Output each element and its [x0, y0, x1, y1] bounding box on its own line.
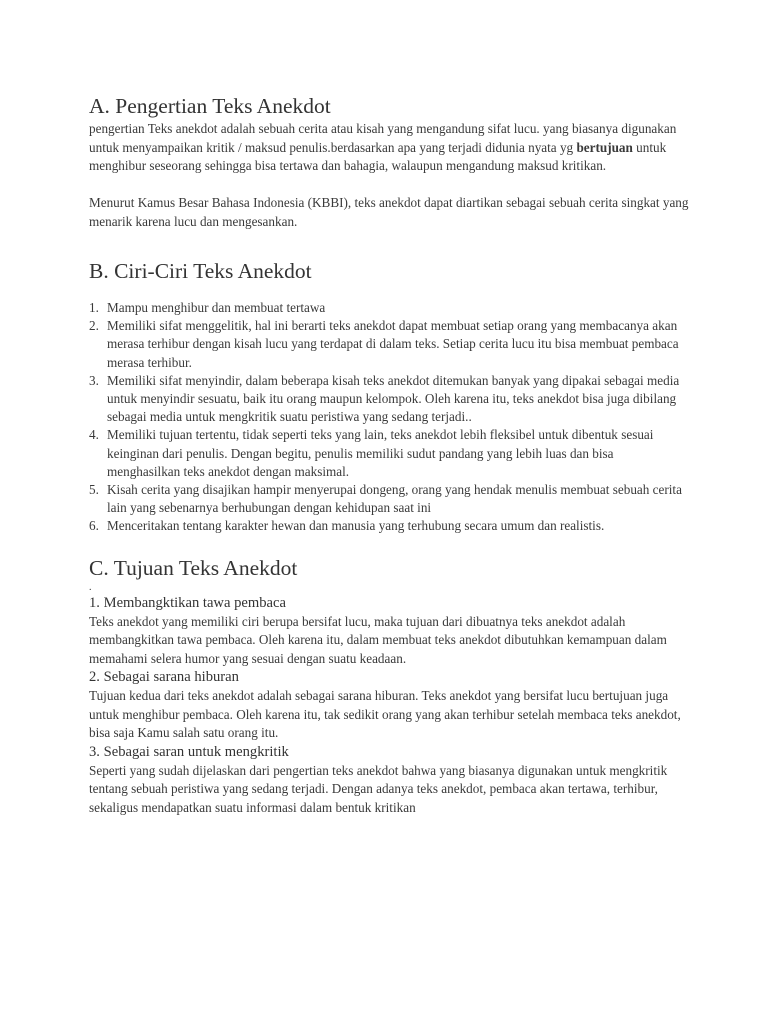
list-text: Mampu menghibur dan membuat tertawa [107, 300, 326, 315]
list-text: Menceritakan tentang karakter hewan dan manusia yang terhubung secara umum dan realistis. [107, 518, 605, 534]
list-item [89, 481, 689, 517]
subheading-hiburan: 2. Sebagai sarana hiburan [89, 669, 239, 686]
section-tujuan [89, 554, 689, 818]
list-text: Kisah cerita yang disajikan hampir menyerupai dongeng, orang yang hendak menulis membuat sebuah cerita lain yang sebenarnya berhubungan dengan kehidupan saat ini [107, 482, 682, 516]
section-a-heading: A. Pengertian Teks Anekdot [89, 94, 331, 118]
definition-text-end: untuk menghibur seseorang sehingga bisa tertawa dan bahagia, walaupun mengandung maksud kritikan. [89, 139, 667, 173]
section-c-heading: C. Tujuan Teks Anekdot [89, 555, 298, 580]
ciri-list [89, 299, 689, 536]
definition-text-start: pengertian Teks anekdot adalah sebuah cerita atau kisah yang mengandung sifat lucu. yang biasanya digunakan untuk menyampaikan kritik / maksud penulis.berdasarkan apa yang terjadi didunia nyata yg [89, 121, 677, 155]
list-number: 3. [89, 372, 99, 388]
paragraph-tawa: Teks anekdot yang memiliki ciri berupa bersifat lucu, maka tujuan dari dibuatnya teks anekdot adalah membangkitkan tawa pembaca. Oleh karena itu, dalam membuat teks anekdot dibutuhkan kemampuan dalam memahami selera humor yang sesuai dengan suatu keadaan. [89, 613, 667, 666]
list-number: 1. [89, 300, 99, 315]
list-item [89, 426, 689, 481]
list-text: Memiliki tujuan tertentu, tidak seperti teks yang lain, teks anekdot lebih fleksibel untuk dibentuk sesuai keinginan dari penulis. Dengan begitu, penulis memiliki sudut pandang yang lebih luas dan bisa menghasilkan teks anekdot dengan maksimal. [107, 427, 654, 479]
list-item [89, 517, 689, 535]
subheading-kritik: 3. Sebagai saran untuk mengkritik [89, 743, 289, 760]
list-number: 4. [89, 427, 99, 443]
definition-paragraph [89, 120, 689, 176]
kbbi-paragraph: Menurut Kamus Besar Bahasa Indonesia (KBBI), teks anekdot dapat diartikan sebagai sebuah cerita singkat yang menarik karena lucu dan mengesankan. [89, 195, 689, 229]
section-pengertian [89, 92, 689, 231]
list-text: Memiliki sifat menggelitik, hal ini berarti teks anekdot dapat membuat setiap orang yang membacanya akan merasa terhibur dengan kisah lucu yang terdapat di dalam teks. Setiap cerita lucu itu bisa membuat pembaca merasa terhibur. [107, 318, 679, 370]
section-b-heading: B. Ciri-Ciri Teks Anekdot [89, 259, 312, 283]
paragraph-hiburan: Tujuan kedua dari teks anekdot adalah sebagai sarana hiburan. Teks anekdot yang bersifat lucu bertujuan juga untuk menghibur pembaca. Oleh karena itu, tak sedikit orang yang akan terhibur setelah membaca teks anekdot, bisa saja Kamu salah satu orang itu. [89, 688, 681, 741]
subheading-tawa: 1. Membangktikan tawa pembaca [89, 594, 286, 611]
list-number: 2. [89, 318, 99, 334]
list-item [89, 372, 689, 427]
list-number: 5. [89, 482, 99, 498]
stray-dot: . [89, 581, 92, 593]
definition-bold-word: bertujuan [576, 139, 633, 155]
list-text: Memiliki sifat menyindir, dalam beberapa kisah teks anekdot ditemukan banyak yang dipakai sebagai media untuk menyindir sesuatu, baik itu orang maupun kelompok. Oleh karena itu, teks anekdot bisa juga dibilang sebagai media untuk mengkritik suatu peristiwa yang sedang terjadi.. [107, 372, 680, 425]
list-item [89, 317, 689, 372]
document-content [89, 92, 689, 817]
section-ciri-ciri [89, 257, 689, 536]
list-item [89, 299, 689, 317]
paragraph-kritik: Seperti yang sudah dijelaskan dari pengertian teks anekdot bahwa yang biasanya digunakan untuk mengkritik tentang sebuah peristiwa yang sedang terjadi. Dengan adanya teks anekdot, pembaca akan tertawa, terhibur, sekaligus mendapatkan suatu informasi dalam bentuk kritikan [89, 762, 668, 815]
list-number: 6. [89, 518, 99, 534]
